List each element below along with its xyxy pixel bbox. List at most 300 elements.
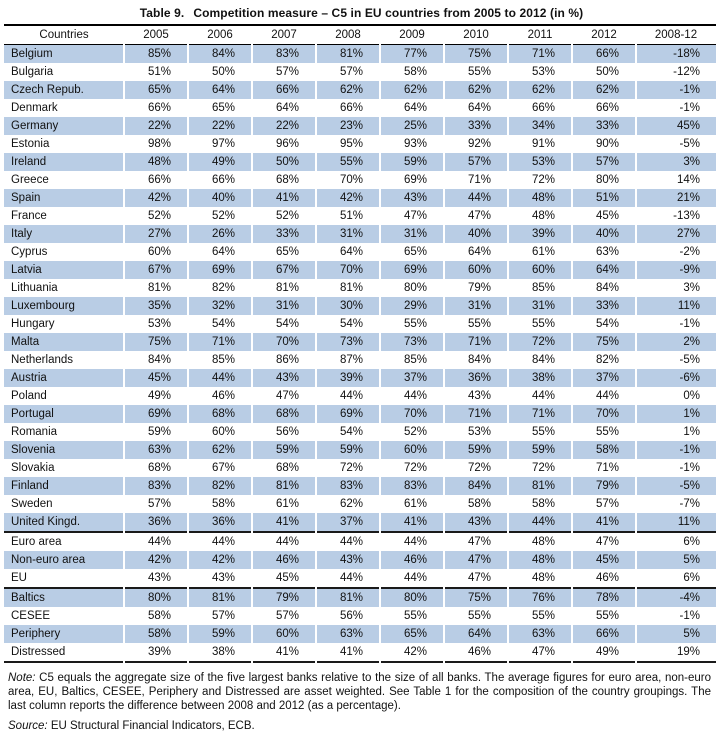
value-cell: 44% (188, 369, 252, 387)
value-cell: 48% (508, 532, 572, 551)
country-cell: Denmark (11, 102, 58, 114)
value-cell: 43% (124, 569, 188, 588)
value-cell: 90% (572, 135, 636, 153)
value-cell: 50% (188, 63, 252, 81)
table-row (4, 532, 716, 551)
value-cell: 58% (380, 63, 444, 81)
value-cell: 75% (444, 45, 508, 64)
value-cell: 60% (124, 243, 188, 261)
value-cell: 80% (572, 171, 636, 189)
value-cell: 68% (252, 171, 316, 189)
column-header-2008-12: 2008-12 (636, 25, 716, 45)
value-cell: 71% (444, 405, 508, 423)
value-cell: 50% (252, 153, 316, 171)
value-cell: 47% (444, 551, 508, 569)
country-cell: Romania (11, 426, 58, 438)
value-cell: 47% (252, 387, 316, 405)
value-cell: -9% (636, 261, 716, 279)
value-cell: 44% (188, 532, 252, 551)
value-cell: 45% (572, 551, 636, 569)
value-cell: 82% (188, 279, 252, 297)
value-cell: 65% (380, 625, 444, 643)
country-cell: Slovenia (4, 441, 124, 459)
value-cell: 33% (444, 117, 508, 135)
value-cell: 68% (252, 405, 316, 423)
value-cell: 0% (636, 387, 716, 405)
value-cell: 79% (252, 588, 316, 607)
value-cell: 97% (188, 135, 252, 153)
value-cell: 67% (188, 459, 252, 477)
value-cell: 63% (508, 625, 572, 643)
value-cell: 1% (636, 405, 716, 423)
country-cell: Malta (4, 333, 124, 351)
country-cell: Czech Repub. (4, 81, 124, 99)
value-cell: 3% (636, 279, 716, 297)
table-row (4, 243, 716, 261)
value-cell: 77% (380, 45, 444, 64)
column-header-countries: Countries (4, 25, 124, 45)
value-cell: 60% (444, 261, 508, 279)
value-cell: 52% (380, 423, 444, 441)
value-cell: 59% (508, 441, 572, 459)
value-cell: 72% (508, 171, 572, 189)
value-cell: 48% (508, 189, 572, 207)
table-row (4, 207, 716, 225)
country-cell: Luxembourg (4, 297, 124, 315)
value-cell: 57% (316, 63, 380, 81)
value-cell: 43% (444, 387, 508, 405)
country-cell: EU (11, 572, 27, 584)
value-cell: 35% (124, 297, 188, 315)
value-cell: 41% (252, 513, 316, 532)
value-cell: 66% (508, 99, 572, 117)
value-cell: 54% (316, 423, 380, 441)
value-cell: 84% (444, 351, 508, 369)
value-cell: 31% (444, 297, 508, 315)
value-cell: 64% (444, 99, 508, 117)
value-cell: 52% (252, 207, 316, 225)
value-cell: 45% (252, 569, 316, 588)
value-cell: 31% (508, 297, 572, 315)
value-cell: 60% (188, 423, 252, 441)
table-row (4, 551, 716, 569)
table-title (0, 0, 723, 20)
value-cell: 44% (572, 387, 636, 405)
value-cell: 76% (508, 588, 572, 607)
value-cell: 56% (252, 423, 316, 441)
table-title-text: Competition measure – C5 in EU countries from 2005 to 2012 (in %) (193, 6, 584, 20)
value-cell: 92% (444, 135, 508, 153)
value-cell: 41% (380, 513, 444, 532)
table-row (4, 441, 716, 459)
value-cell: -1% (636, 607, 716, 625)
value-cell: 62% (572, 81, 636, 99)
value-cell: 11% (636, 513, 716, 532)
table-row (4, 459, 716, 477)
value-cell: 71% (188, 333, 252, 351)
value-cell: 54% (252, 315, 316, 333)
value-cell: 66% (124, 99, 188, 117)
value-cell: 41% (252, 189, 316, 207)
country-cell: Euro area (4, 532, 124, 551)
value-cell: 81% (508, 477, 572, 495)
value-cell: 81% (316, 45, 380, 64)
value-cell: 95% (316, 135, 380, 153)
value-cell: 46% (572, 569, 636, 588)
value-cell: 36% (444, 369, 508, 387)
c5-competition-table (4, 24, 716, 663)
value-cell: 84% (444, 477, 508, 495)
value-cell: 44% (508, 513, 572, 532)
source-label: Source: (8, 720, 48, 733)
value-cell: -1% (636, 81, 716, 99)
column-header-2008: 2008 (316, 25, 380, 45)
table-row (4, 81, 716, 99)
value-cell: 84% (508, 351, 572, 369)
column-header-2011: 2011 (508, 25, 572, 45)
value-cell: 49% (188, 153, 252, 171)
value-cell: 64% (188, 81, 252, 99)
value-cell: 44% (380, 569, 444, 588)
country-cell: Sweden (11, 498, 53, 510)
value-cell: 62% (444, 81, 508, 99)
value-cell: 69% (124, 405, 188, 423)
value-cell: 47% (380, 207, 444, 225)
value-cell: 71% (444, 333, 508, 351)
source-text: EU Structural Financial Indicators, ECB. (47, 720, 255, 733)
value-cell: 57% (572, 153, 636, 171)
country-cell: Belgium (4, 45, 124, 64)
country-cell: Poland (11, 390, 47, 402)
value-cell: 47% (444, 532, 508, 551)
value-cell: -13% (636, 207, 716, 225)
value-cell: 44% (444, 189, 508, 207)
value-cell: -5% (636, 477, 716, 495)
value-cell: -1% (636, 441, 716, 459)
country-cell: Distressed (11, 646, 66, 658)
value-cell: 42% (316, 189, 380, 207)
column-header-2012: 2012 (572, 25, 636, 45)
table-row (4, 117, 716, 135)
value-cell: 27% (636, 225, 716, 243)
table-row (4, 333, 716, 351)
value-cell: 51% (124, 63, 188, 81)
country-cell: Ireland (4, 153, 124, 171)
value-cell: 81% (252, 477, 316, 495)
table-body (4, 45, 716, 663)
value-cell: 19% (636, 643, 716, 662)
value-cell: 82% (188, 477, 252, 495)
column-header-2005: 2005 (124, 25, 188, 45)
value-cell: 84% (572, 279, 636, 297)
value-cell: 63% (572, 243, 636, 261)
value-cell: 11% (636, 297, 716, 315)
value-cell: 44% (380, 532, 444, 551)
header-row (4, 25, 716, 45)
value-cell: 87% (316, 351, 380, 369)
value-cell: 85% (508, 279, 572, 297)
value-cell: 68% (188, 405, 252, 423)
value-cell: 81% (252, 279, 316, 297)
value-cell: 52% (188, 207, 252, 225)
value-cell: 83% (316, 477, 380, 495)
value-cell: -5% (636, 135, 716, 153)
value-cell: 48% (508, 551, 572, 569)
value-cell: 82% (572, 351, 636, 369)
value-cell: -6% (636, 369, 716, 387)
value-cell: 33% (572, 297, 636, 315)
value-cell: 44% (316, 532, 380, 551)
value-cell: 31% (316, 225, 380, 243)
value-cell: 72% (316, 459, 380, 477)
table-row (4, 643, 716, 662)
country-cell: Finland (4, 477, 124, 495)
value-cell: -1% (636, 99, 716, 117)
table-row (4, 423, 716, 441)
table-row (4, 588, 716, 607)
value-cell: 85% (188, 351, 252, 369)
value-cell: 55% (508, 423, 572, 441)
value-cell: 47% (508, 643, 572, 662)
value-cell: 55% (380, 315, 444, 333)
value-cell: 62% (316, 81, 380, 99)
value-cell: 63% (316, 625, 380, 643)
country-cell: CESEE (11, 610, 50, 622)
table-row (4, 153, 716, 171)
value-cell: 43% (380, 189, 444, 207)
value-cell: 31% (380, 225, 444, 243)
value-cell: 59% (316, 441, 380, 459)
value-cell: 59% (444, 441, 508, 459)
value-cell: 42% (380, 643, 444, 662)
value-cell: 71% (508, 45, 572, 64)
value-cell: 81% (316, 279, 380, 297)
value-cell: 58% (572, 441, 636, 459)
value-cell: 60% (508, 261, 572, 279)
value-cell: 23% (316, 117, 380, 135)
value-cell: 52% (124, 207, 188, 225)
country-cell: Non-euro area (4, 551, 124, 569)
column-header-2007: 2007 (252, 25, 316, 45)
value-cell: 71% (508, 405, 572, 423)
country-cell: United Kingd. (4, 513, 124, 532)
value-cell: 6% (636, 532, 716, 551)
value-cell: 62% (188, 441, 252, 459)
country-cell: France (11, 210, 47, 222)
value-cell: -1% (636, 459, 716, 477)
value-cell: 80% (380, 279, 444, 297)
value-cell: 62% (508, 81, 572, 99)
value-cell: 32% (188, 297, 252, 315)
table-row (4, 279, 716, 297)
country-cell: Hungary (11, 318, 55, 330)
value-cell: 84% (188, 45, 252, 64)
value-cell: 72% (380, 459, 444, 477)
value-cell: 81% (188, 588, 252, 607)
value-cell: 69% (188, 261, 252, 279)
value-cell: 70% (572, 405, 636, 423)
value-cell: 22% (124, 117, 188, 135)
value-cell: 98% (124, 135, 188, 153)
value-cell: 1% (636, 423, 716, 441)
value-cell: 57% (572, 495, 636, 513)
value-cell: 48% (508, 569, 572, 588)
value-cell: 43% (316, 551, 380, 569)
value-cell: 44% (316, 569, 380, 588)
value-cell: 58% (508, 495, 572, 513)
value-cell: 55% (508, 315, 572, 333)
value-cell: 55% (444, 63, 508, 81)
value-cell: 59% (380, 153, 444, 171)
table-row (4, 351, 716, 369)
value-cell: 83% (380, 477, 444, 495)
table-row (4, 513, 716, 532)
value-cell: 64% (444, 625, 508, 643)
table-row (4, 625, 716, 643)
value-cell: 60% (380, 441, 444, 459)
value-cell: 44% (316, 387, 380, 405)
value-cell: 59% (252, 441, 316, 459)
table-row (4, 135, 716, 153)
value-cell: 66% (316, 99, 380, 117)
value-cell: 49% (572, 643, 636, 662)
value-cell: 65% (188, 99, 252, 117)
value-cell: 75% (124, 333, 188, 351)
value-cell: 72% (444, 459, 508, 477)
table-row (4, 189, 716, 207)
value-cell: 38% (188, 643, 252, 662)
value-cell: 93% (380, 135, 444, 153)
value-cell: 47% (572, 532, 636, 551)
value-cell: 39% (316, 369, 380, 387)
value-cell: 44% (252, 532, 316, 551)
value-cell: 65% (252, 243, 316, 261)
column-header-2010: 2010 (444, 25, 508, 45)
value-cell: 40% (572, 225, 636, 243)
country-cell: Baltics (4, 588, 124, 607)
value-cell: 80% (380, 588, 444, 607)
value-cell: 68% (252, 459, 316, 477)
value-cell: 36% (188, 513, 252, 532)
value-cell: 73% (380, 333, 444, 351)
value-cell: 29% (380, 297, 444, 315)
table-row (4, 45, 716, 64)
value-cell: 6% (636, 569, 716, 588)
table-row (4, 225, 716, 243)
value-cell: 59% (188, 625, 252, 643)
value-cell: 68% (124, 459, 188, 477)
value-cell: 62% (380, 81, 444, 99)
value-cell: -4% (636, 588, 716, 607)
country-cell: Spain (4, 189, 124, 207)
value-cell: 48% (124, 153, 188, 171)
column-header-2009: 2009 (380, 25, 444, 45)
table-row (4, 607, 716, 625)
table-row (4, 477, 716, 495)
value-cell: 42% (124, 189, 188, 207)
value-cell: 61% (252, 495, 316, 513)
value-cell: 5% (636, 625, 716, 643)
value-cell: 70% (252, 333, 316, 351)
value-cell: 64% (572, 261, 636, 279)
table-notes (8, 672, 711, 734)
value-cell: -5% (636, 351, 716, 369)
table-row (4, 315, 716, 333)
value-cell: -18% (636, 45, 716, 64)
value-cell: 78% (572, 588, 636, 607)
value-cell: 71% (444, 171, 508, 189)
value-cell: 44% (380, 387, 444, 405)
value-cell: 33% (252, 225, 316, 243)
value-cell: 57% (252, 607, 316, 625)
value-cell: 46% (444, 643, 508, 662)
table-row (4, 569, 716, 588)
value-cell: 50% (572, 63, 636, 81)
value-cell: 54% (316, 315, 380, 333)
value-cell: 22% (252, 117, 316, 135)
value-cell: 58% (444, 495, 508, 513)
value-cell: 75% (572, 333, 636, 351)
value-cell: 65% (124, 81, 188, 99)
value-cell: 64% (316, 243, 380, 261)
value-cell: 83% (124, 477, 188, 495)
value-cell: 66% (252, 81, 316, 99)
value-cell: 58% (124, 607, 188, 625)
value-cell: 55% (572, 607, 636, 625)
value-cell: 40% (444, 225, 508, 243)
value-cell: 64% (188, 243, 252, 261)
value-cell: 70% (316, 171, 380, 189)
value-cell: 86% (252, 351, 316, 369)
value-cell: 31% (252, 297, 316, 315)
value-cell: 27% (124, 225, 188, 243)
value-cell: 46% (188, 387, 252, 405)
value-cell: 53% (124, 315, 188, 333)
value-cell: 80% (124, 588, 188, 607)
value-cell: 65% (380, 243, 444, 261)
value-cell: 40% (188, 189, 252, 207)
value-cell: 49% (124, 387, 188, 405)
country-cell: Germany (4, 117, 124, 135)
value-cell: 66% (188, 171, 252, 189)
value-cell: 69% (380, 171, 444, 189)
value-cell: 66% (572, 625, 636, 643)
value-cell: 72% (508, 459, 572, 477)
value-cell: 26% (188, 225, 252, 243)
value-cell: 33% (572, 117, 636, 135)
value-cell: 64% (380, 99, 444, 117)
value-cell: 85% (124, 45, 188, 64)
value-cell: 55% (444, 315, 508, 333)
value-cell: 55% (444, 607, 508, 625)
value-cell: 57% (252, 63, 316, 81)
value-cell: 66% (572, 45, 636, 64)
country-cell: Slovakia (11, 462, 55, 474)
value-cell: 43% (188, 569, 252, 588)
value-cell: 70% (380, 405, 444, 423)
value-cell: 42% (188, 551, 252, 569)
table-row (4, 297, 716, 315)
value-cell: 2% (636, 333, 716, 351)
value-cell: 83% (252, 45, 316, 64)
value-cell: 37% (316, 513, 380, 532)
value-cell: 75% (444, 588, 508, 607)
country-cell: Lithuania (11, 282, 58, 294)
value-cell: 51% (316, 207, 380, 225)
value-cell: 43% (252, 369, 316, 387)
value-cell: 30% (316, 297, 380, 315)
value-cell: 53% (508, 153, 572, 171)
